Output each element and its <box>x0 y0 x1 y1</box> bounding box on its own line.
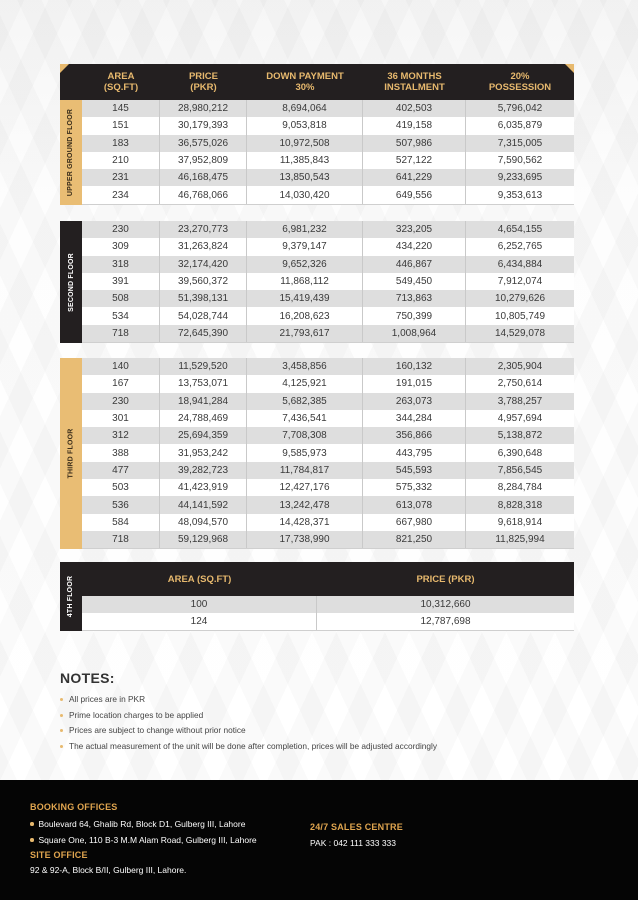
area-cell: 167 <box>82 375 160 392</box>
down-payment-cell: 9,652,326 <box>247 256 363 273</box>
area-cell: 508 <box>82 290 160 307</box>
table-row <box>82 410 574 427</box>
down-payment-cell: 7,708,308 <box>247 427 363 444</box>
instalment-cell: 1,008,964 <box>363 325 466 342</box>
table-row <box>82 256 574 273</box>
instalment-cell: 323,205 <box>363 221 466 238</box>
area-cell: 234 <box>82 186 160 203</box>
sales-phone[interactable]: PAK : 042 111 333 333 <box>310 838 397 848</box>
table-row <box>82 152 574 169</box>
price-cell: 31,263,824 <box>160 238 247 255</box>
area-cell: 309 <box>82 238 160 255</box>
area-cell: 124 <box>82 613 317 630</box>
note-item: All prices are in PKR <box>60 692 437 708</box>
note-item: The actual measurement of the unit will be done after completion, prices will be adjusted accordingly <box>60 739 437 755</box>
price-cell: 72,645,390 <box>160 325 247 342</box>
area-cell: 388 <box>82 444 160 461</box>
instalment-cell: 527,122 <box>363 152 466 169</box>
fourth-floor-label: 4TH FLOOR <box>60 562 82 631</box>
price-cell: 48,094,570 <box>160 514 247 531</box>
instalment-cell: 545,593 <box>363 462 466 479</box>
area-cell: 100 <box>82 596 317 613</box>
table-row <box>82 531 574 548</box>
header-corner-right <box>565 64 574 73</box>
instalment-cell: 434,220 <box>363 238 466 255</box>
down-payment-cell: 3,458,856 <box>247 358 363 375</box>
price-table-header <box>60 64 574 100</box>
table-row <box>82 117 574 134</box>
price-cell: 59,129,968 <box>160 531 247 548</box>
table-row <box>82 613 574 630</box>
possession-cell: 9,233,695 <box>497 172 543 184</box>
down-payment-cell: 12,427,176 <box>247 479 363 496</box>
price-cell: 13,753,071 <box>160 375 247 392</box>
price-cell: 51,398,131 <box>160 290 247 307</box>
area-cell: 718 <box>82 531 160 548</box>
possession-cell: 10,279,626 <box>494 293 546 305</box>
table-row <box>82 375 574 392</box>
table-row <box>82 221 574 238</box>
down-payment-cell: 17,738,990 <box>247 531 363 548</box>
table-row <box>82 325 574 342</box>
instalment-cell: 649,556 <box>363 186 466 203</box>
area-cell: 210 <box>82 152 160 169</box>
instalment-cell: 344,284 <box>363 410 466 427</box>
floor-section <box>60 221 574 343</box>
header-instalment: 36 MONTHS INSTALMENT <box>384 71 445 93</box>
booking-office-item: Boulevard 64, Ghalib Rd, Block D1, Gulberg III, Lahore <box>30 816 257 832</box>
bullet-icon <box>60 745 63 748</box>
down-payment-cell: 4,125,921 <box>247 375 363 392</box>
area-cell: 584 <box>82 514 160 531</box>
down-payment-cell: 8,694,064 <box>247 100 363 117</box>
note-item: Prime location charges to be applied <box>60 708 437 724</box>
instalment-cell: 713,863 <box>363 290 466 307</box>
table-row <box>82 393 574 410</box>
area-cell: 230 <box>82 221 160 238</box>
possession-cell: 7,590,562 <box>497 155 543 167</box>
table-row <box>82 444 574 461</box>
footer-offices <box>30 802 257 875</box>
possession-cell: 6,252,765 <box>497 241 543 253</box>
bullet-icon <box>30 838 34 842</box>
price-cell: 23,270,773 <box>160 221 247 238</box>
down-payment-cell: 13,850,543 <box>247 169 363 186</box>
area-cell: 312 <box>82 427 160 444</box>
possession-cell: 7,856,545 <box>497 464 543 476</box>
table-row <box>82 496 574 513</box>
price-cell: 37,952,809 <box>160 152 247 169</box>
price-cell: 36,575,026 <box>160 135 247 152</box>
table-row <box>82 596 574 613</box>
site-office-title: SITE OFFICE <box>30 850 88 860</box>
bullet-icon <box>60 729 63 732</box>
area-cell: 140 <box>82 358 160 375</box>
down-payment-cell: 14,428,371 <box>247 514 363 531</box>
possession-cell: 2,750,614 <box>497 378 543 390</box>
area-cell: 230 <box>82 393 160 410</box>
floor-label: SECOND FLOOR <box>60 221 82 343</box>
notes-title: NOTES: <box>60 670 115 686</box>
possession-cell: 5,138,872 <box>497 430 543 442</box>
bullet-icon <box>60 698 63 701</box>
down-payment-cell: 6,981,232 <box>247 221 363 238</box>
sales-centre-title: 24/7 SALES CENTRE <box>310 822 403 832</box>
instalment-cell: 549,450 <box>363 273 466 290</box>
table-row <box>82 273 574 290</box>
area-cell: 534 <box>82 307 160 324</box>
area-cell: 183 <box>82 135 160 152</box>
price-cell: 32,174,420 <box>160 256 247 273</box>
down-payment-cell: 16,208,623 <box>247 307 363 324</box>
header-corner-left <box>60 64 69 73</box>
possession-cell: 2,305,904 <box>497 361 543 373</box>
instalment-cell: 356,866 <box>363 427 466 444</box>
area-cell: 536 <box>82 496 160 513</box>
instalment-cell: 507,986 <box>363 135 466 152</box>
down-payment-cell: 10,972,508 <box>247 135 363 152</box>
instalment-cell: 443,795 <box>363 444 466 461</box>
bullet-icon <box>60 714 63 717</box>
floor-label: THIRD FLOOR <box>60 358 82 549</box>
possession-cell: 10,805,749 <box>494 310 546 322</box>
price-cell: 46,168,475 <box>160 169 247 186</box>
down-payment-cell: 14,030,420 <box>247 186 363 203</box>
note-item: Prices are subject to change without prior notice <box>60 723 437 739</box>
fourth-floor-header <box>82 562 574 596</box>
down-payment-cell: 9,585,973 <box>247 444 363 461</box>
instalment-cell: 419,158 <box>363 117 466 134</box>
price-cell: 39,560,372 <box>160 273 247 290</box>
footer <box>0 780 638 900</box>
area-cell: 503 <box>82 479 160 496</box>
area-cell: 145 <box>82 100 160 117</box>
possession-cell: 7,912,074 <box>497 276 543 288</box>
fourth-header-price: PRICE (PKR) <box>416 573 475 585</box>
instalment-cell: 667,980 <box>363 514 466 531</box>
price-cell: 41,423,919 <box>160 479 247 496</box>
possession-cell: 14,529,078 <box>494 327 546 339</box>
price-cell: 25,694,359 <box>160 427 247 444</box>
site-office-address: 92 & 92-A, Block B/II, Gulberg III, Lahore. <box>30 865 187 875</box>
down-payment-cell: 9,379,147 <box>247 238 363 255</box>
down-payment-cell: 11,784,817 <box>247 462 363 479</box>
instalment-cell: 821,250 <box>363 531 466 548</box>
possession-cell: 6,390,648 <box>497 447 543 459</box>
instalment-cell: 613,078 <box>363 496 466 513</box>
area-cell: 231 <box>82 169 160 186</box>
down-payment-cell: 21,793,617 <box>247 325 363 342</box>
table-row <box>82 290 574 307</box>
table-row <box>82 186 574 203</box>
instalment-cell: 191,015 <box>363 375 466 392</box>
notes-section <box>60 670 437 754</box>
down-payment-cell: 5,682,385 <box>247 393 363 410</box>
down-payment-cell: 13,242,478 <box>247 496 363 513</box>
instalment-cell: 750,399 <box>363 307 466 324</box>
header-price: PRICE (PKR) <box>188 71 219 93</box>
possession-cell: 3,788,257 <box>497 395 543 407</box>
area-cell: 718 <box>82 325 160 342</box>
price-cell: 12,787,698 <box>420 616 471 627</box>
possession-cell: 6,434,884 <box>497 258 543 270</box>
down-payment-cell: 11,868,112 <box>247 273 363 290</box>
notes-list <box>60 692 437 754</box>
price-cell: 46,768,066 <box>160 186 247 203</box>
price-cell: 39,282,723 <box>160 462 247 479</box>
floor-label: UPPER GROUND FLOOR <box>60 100 82 205</box>
down-payment-cell: 11,385,843 <box>247 152 363 169</box>
table-row <box>82 479 574 496</box>
floor-section <box>60 358 574 549</box>
down-payment-cell: 15,419,439 <box>247 290 363 307</box>
price-cell: 28,980,212 <box>160 100 247 117</box>
table-row <box>82 514 574 531</box>
instalment-cell: 160,132 <box>363 358 466 375</box>
price-cell: 31,953,242 <box>160 444 247 461</box>
possession-cell: 8,284,784 <box>497 482 543 494</box>
area-cell: 301 <box>82 410 160 427</box>
area-cell: 151 <box>82 117 160 134</box>
fourth-floor-table <box>60 562 574 631</box>
table-row <box>82 238 574 255</box>
fourth-header-area: AREA (SQ.FT) <box>167 573 232 585</box>
price-cell: 30,179,393 <box>160 117 247 134</box>
table-row <box>82 169 574 186</box>
booking-offices-title: BOOKING OFFICES <box>30 802 118 812</box>
area-cell: 318 <box>82 256 160 273</box>
instalment-cell: 263,073 <box>363 393 466 410</box>
instalment-cell: 641,229 <box>363 169 466 186</box>
possession-cell: 4,957,694 <box>497 413 543 425</box>
down-payment-cell: 7,436,541 <box>247 410 363 427</box>
price-cell: 11,529,520 <box>160 358 247 375</box>
possession-cell: 6,035,879 <box>497 120 543 132</box>
possession-cell: 7,315,005 <box>497 137 543 149</box>
footer-sales <box>310 822 403 848</box>
table-row <box>82 100 574 117</box>
price-cell: 54,028,744 <box>160 307 247 324</box>
area-cell: 391 <box>82 273 160 290</box>
instalment-cell: 402,503 <box>363 100 466 117</box>
price-cell: 44,141,592 <box>160 496 247 513</box>
booking-office-item: Square One, 110 B-3 M.M Alam Road, Gulberg III, Lahore <box>30 832 257 848</box>
possession-cell: 8,828,318 <box>497 499 543 511</box>
possession-cell: 11,825,994 <box>495 534 545 546</box>
table-row <box>82 135 574 152</box>
possession-cell: 9,618,914 <box>497 516 543 528</box>
instalment-cell: 446,867 <box>363 256 466 273</box>
table-row <box>82 462 574 479</box>
price-cell: 24,788,469 <box>160 410 247 427</box>
possession-cell: 5,796,042 <box>497 103 543 115</box>
possession-cell: 4,654,155 <box>497 224 543 236</box>
table-row <box>82 358 574 375</box>
area-cell: 477 <box>82 462 160 479</box>
possession-cell: 9,353,613 <box>497 189 543 201</box>
table-row <box>82 427 574 444</box>
price-cell: 10,312,660 <box>420 599 471 610</box>
bullet-icon <box>30 822 34 826</box>
table-row <box>82 307 574 324</box>
floor-section <box>60 100 574 205</box>
price-cell: 18,941,284 <box>160 393 247 410</box>
instalment-cell: 575,332 <box>363 479 466 496</box>
header-area: AREA (SQ.FT) <box>103 71 139 93</box>
header-down-payment: DOWN PAYMENT 30% <box>266 71 344 93</box>
down-payment-cell: 9,053,818 <box>247 117 363 134</box>
header-possession: 20% POSSESSION <box>488 71 552 93</box>
